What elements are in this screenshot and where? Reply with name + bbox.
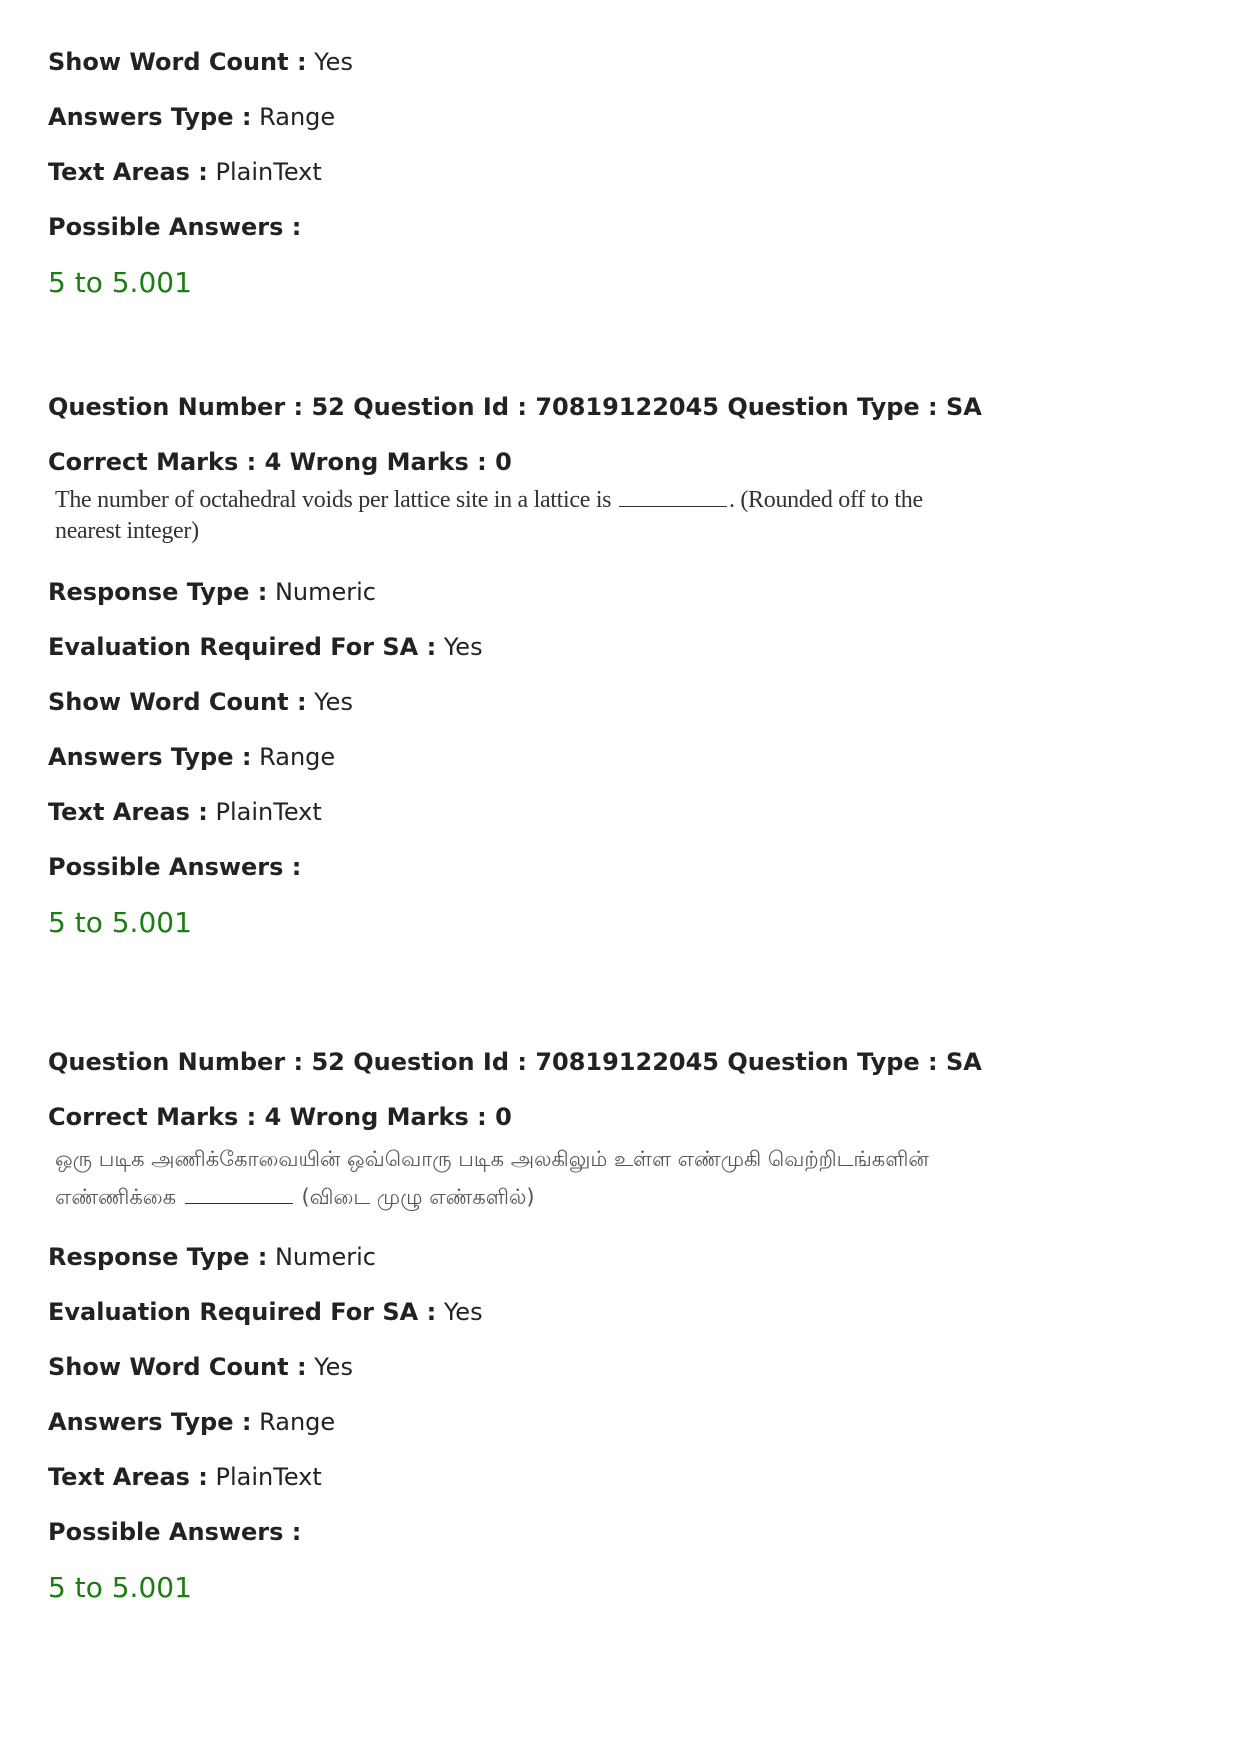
text-areas-value: PlainText	[215, 798, 322, 826]
text-areas-row	[48, 1460, 1188, 1515]
response-type-label: Response Type :	[48, 578, 268, 606]
possible-answers-label: Possible Answers :	[48, 213, 302, 241]
show-word-count-row	[48, 685, 1188, 740]
question-header: Question Number : 52 Question Id : 70819122045 Question Type : SA	[48, 1048, 982, 1076]
answers-type-row	[48, 100, 1188, 155]
response-type-value: Numeric	[274, 578, 376, 606]
answer-blank	[185, 1185, 293, 1204]
answers-type-value: Range	[259, 743, 336, 771]
question-text-before-blank: The number of octahedral voids per lattice site in a lattice is	[55, 487, 612, 513]
response-type-label: Response Type :	[48, 1243, 268, 1271]
question-header: Question Number : 52 Question Id : 70819122045 Question Type : SA	[48, 393, 982, 421]
response-type-row	[48, 1240, 1188, 1295]
evaluation-required-row	[48, 630, 1188, 685]
question-text-after-blank: (விடை முழு எண்களில்)	[301, 1185, 535, 1209]
possible-answers-label: Possible Answers :	[48, 853, 302, 881]
response-type-value: Numeric	[274, 1243, 376, 1271]
answer-blank	[619, 488, 727, 507]
answers-type-label: Answers Type :	[48, 743, 252, 771]
evaluation-required-value: Yes	[443, 1298, 483, 1326]
answers-type-value: Range	[259, 1408, 336, 1436]
previous-question-details	[48, 45, 1188, 303]
possible-answers-row	[48, 850, 1188, 900]
question-marks: Correct Marks : 4 Wrong Marks : 0	[48, 1103, 512, 1131]
show-word-count-value: Yes	[314, 688, 353, 716]
text-areas-row	[48, 795, 1188, 850]
question-text-before-blank: ஒரு படிக அணிக்கோவையின் ஒவ்வொரு படிக அலகிலும் உள்ள எண்முகி வெற்றிடங்களின் எண்ணிக்கை	[55, 1147, 929, 1209]
show-word-count-row	[48, 45, 1188, 100]
show-word-count-label: Show Word Count :	[48, 688, 307, 716]
evaluation-required-value: Yes	[443, 633, 483, 661]
answers-type-label: Answers Type :	[48, 1408, 252, 1436]
possible-answer-value: 5 to 5.001	[48, 1571, 192, 1604]
show-word-count-label: Show Word Count :	[48, 48, 307, 76]
text-areas-value: PlainText	[215, 1463, 322, 1491]
question-block-tamil	[48, 1045, 1188, 1608]
answers-type-value: Range	[259, 103, 336, 131]
text-areas-value: PlainText	[215, 158, 322, 186]
show-word-count-value: Yes	[314, 48, 353, 76]
possible-answers-row	[48, 210, 1188, 260]
question-text	[48, 485, 955, 575]
possible-answers-row	[48, 1515, 1188, 1565]
answers-type-label: Answers Type :	[48, 103, 252, 131]
text-areas-row	[48, 155, 1188, 210]
text-areas-label: Text Areas :	[48, 798, 208, 826]
question-text-after-blank: . (Rounded off to the nearest integer)	[55, 487, 923, 544]
possible-answer-value: 5 to 5.001	[48, 266, 192, 299]
text-areas-label: Text Areas :	[48, 158, 208, 186]
response-type-row	[48, 575, 1188, 630]
possible-answers-label: Possible Answers :	[48, 1518, 302, 1546]
question-block-english	[48, 390, 1188, 943]
answers-type-row	[48, 1405, 1188, 1460]
evaluation-required-row	[48, 1295, 1188, 1350]
evaluation-required-label: Evaluation Required For SA :	[48, 1298, 437, 1326]
possible-answer-value: 5 to 5.001	[48, 906, 192, 939]
answers-type-row	[48, 740, 1188, 795]
question-marks: Correct Marks : 4 Wrong Marks : 0	[48, 448, 512, 476]
question-text	[48, 1140, 955, 1240]
text-areas-label: Text Areas :	[48, 1463, 208, 1491]
show-word-count-row	[48, 1350, 1188, 1405]
show-word-count-label: Show Word Count :	[48, 1353, 307, 1381]
show-word-count-value: Yes	[314, 1353, 353, 1381]
evaluation-required-label: Evaluation Required For SA :	[48, 633, 437, 661]
